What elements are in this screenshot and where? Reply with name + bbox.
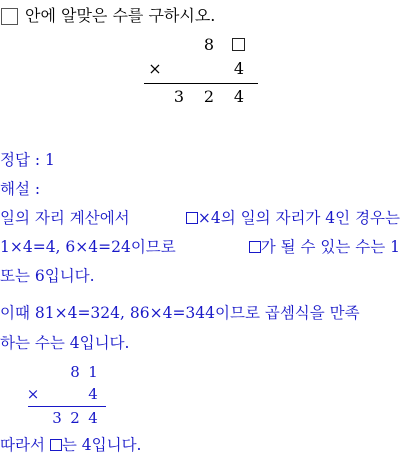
blank-box-inline (50, 439, 62, 451)
problem-digit-tens: 8 (203, 35, 215, 54)
question-text: 안에 알맞은 수를 구하시오. (25, 6, 216, 25)
question-line (0, 3, 215, 29)
explanation-line-2-part-a: 1×4=4, 6×4=24이므로 (0, 238, 176, 256)
work-multiplier: 4 (88, 385, 98, 403)
blank-box-inline (186, 212, 198, 224)
problem-multiplier: 4 (233, 59, 245, 78)
question-number-box (1, 8, 18, 25)
conclusion-part-b: 는 4입니다. (61, 436, 142, 454)
explanation-label: 해설 : (0, 180, 41, 198)
answer-label: 정답 : 1 (0, 151, 55, 169)
product-digit-tens: 2 (203, 87, 215, 106)
explanation-line-2 (0, 236, 400, 258)
explanation-line-1-part-b: ×4의 일의 자리가 4인 경우는 (197, 209, 400, 227)
explanation-line-1-part-a: 일의 자리 계산에서 (0, 209, 130, 227)
work-product-ones: 4 (88, 409, 98, 427)
blank-box-inline (249, 241, 261, 253)
explanation-line-2-part-b-wrap (249, 236, 400, 258)
explanation-line-2-part-b: 가 될 수 있는 수는 1 (260, 238, 400, 256)
explanation-line-1 (0, 207, 400, 229)
problem-rule (144, 83, 258, 84)
work-operator: × (26, 385, 40, 403)
work-top-ones: 1 (88, 363, 98, 381)
explanation-line-5: 하는 수는 4입니다. (0, 334, 130, 352)
product-digit-hundreds: 3 (173, 87, 185, 106)
product-digit-ones: 4 (233, 87, 245, 106)
conclusion-part-a: 따라서 (0, 436, 45, 454)
solution-multiplication (24, 362, 114, 434)
explanation-line-4: 이때 81×4=324, 86×4=344이므로 곱셈식을 만족 (0, 304, 360, 322)
explanation-line-3: 또는 6입니다. (0, 267, 95, 285)
multiplication-problem (140, 34, 258, 112)
problem-operator: × (148, 59, 162, 78)
work-product-hundreds: 3 (52, 409, 62, 427)
work-product-tens: 2 (70, 409, 80, 427)
conclusion-line (0, 434, 141, 456)
explanation-line-1-part-b-wrap (186, 207, 400, 229)
work-top-tens: 8 (70, 363, 80, 381)
problem-blank-box (232, 38, 245, 51)
work-rule (28, 406, 106, 407)
